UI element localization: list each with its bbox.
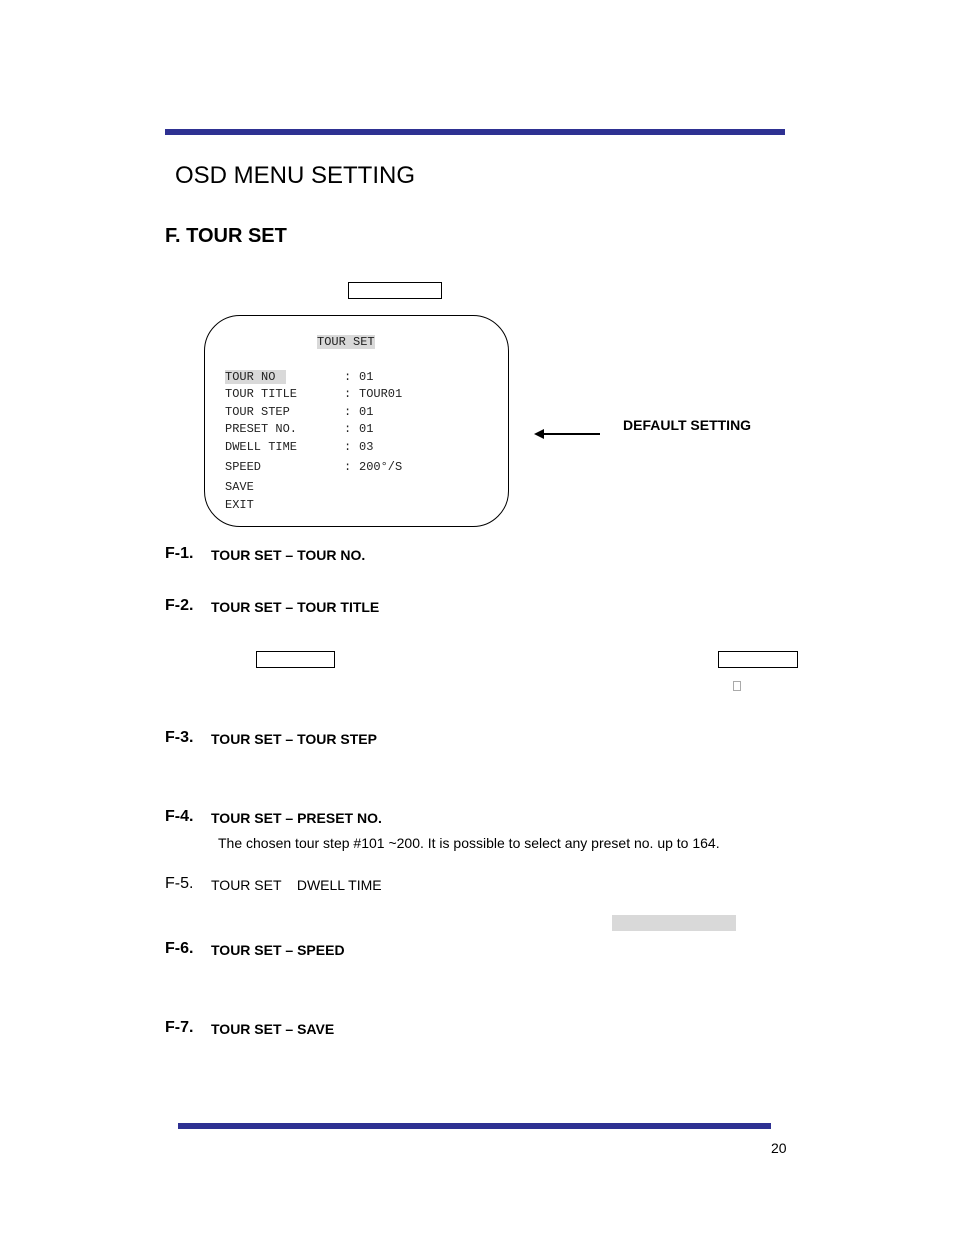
section-number: F-6.: [165, 940, 194, 957]
osd-row-sep: :: [344, 405, 352, 419]
page-title: OSD MENU SETTING: [175, 162, 416, 189]
section-number: F-7.: [165, 1019, 194, 1036]
osd-row-label: SPEED: [225, 460, 262, 474]
osd-row-value: 01: [359, 370, 374, 384]
osd-action-save: SAVE: [225, 480, 254, 494]
osd-row-value: 01: [359, 422, 374, 436]
section-number: F-2.: [165, 597, 194, 614]
section-title: TOUR SET – TOUR TITLE: [211, 599, 380, 615]
section-number: F-3.: [165, 729, 194, 746]
bottom-rule: [178, 1123, 771, 1129]
section-number: F-4.: [165, 808, 194, 825]
osd-row-label: PRESET NO.: [225, 422, 298, 436]
highlight-bar: [612, 915, 736, 931]
blank-key-box-left: [256, 651, 335, 668]
preset-note-text: The chosen tour step #101 ~200. It is possible to select any preset no. up to 164.: [218, 835, 720, 851]
section-title: TOUR SET – TOUR NO.: [211, 547, 366, 563]
osd-row-value: TOUR01: [359, 387, 403, 401]
osd-row-label: TOUR STEP: [225, 405, 290, 419]
section-heading: F. TOUR SET: [165, 225, 287, 247]
osd-row-sep: :: [344, 440, 352, 454]
osd-row-label: TOUR TITLE: [225, 387, 298, 401]
top-rule: [165, 129, 785, 135]
osd-row-sep: :: [344, 422, 352, 436]
osd-row-sep: :: [344, 370, 352, 384]
section-number: F-5.: [165, 875, 194, 892]
section-title: TOUR SET DWELL TIME: [211, 877, 382, 893]
osd-row-sep: :: [344, 387, 352, 401]
arrow-left-icon: [534, 427, 602, 441]
osd-row-label: TOUR NO: [225, 370, 286, 384]
blank-key-box-top: [348, 282, 442, 299]
osd-row-value: 01: [359, 405, 374, 419]
section-number: F-1.: [165, 545, 194, 562]
osd-row-value: 03: [359, 440, 374, 454]
section-title: TOUR SET – TOUR STEP: [211, 731, 377, 747]
page-number: 20: [771, 1140, 787, 1156]
osd-menu-panel: [204, 315, 509, 527]
osd-action-exit: EXIT: [225, 498, 254, 512]
default-setting-label: DEFAULT SETTING: [623, 417, 752, 433]
placeholder-glyph: [733, 681, 741, 691]
section-title: TOUR SET – SAVE: [211, 1021, 335, 1037]
osd-row-value: 200°/S: [359, 460, 403, 474]
section-title: TOUR SET – SPEED: [211, 942, 345, 958]
osd-menu-title: TOUR SET: [317, 335, 375, 349]
section-title: TOUR SET – PRESET NO.: [211, 810, 382, 826]
blank-key-box-right: [718, 651, 798, 668]
osd-row-sep: :: [344, 460, 352, 474]
osd-row-label: DWELL TIME: [225, 440, 298, 454]
